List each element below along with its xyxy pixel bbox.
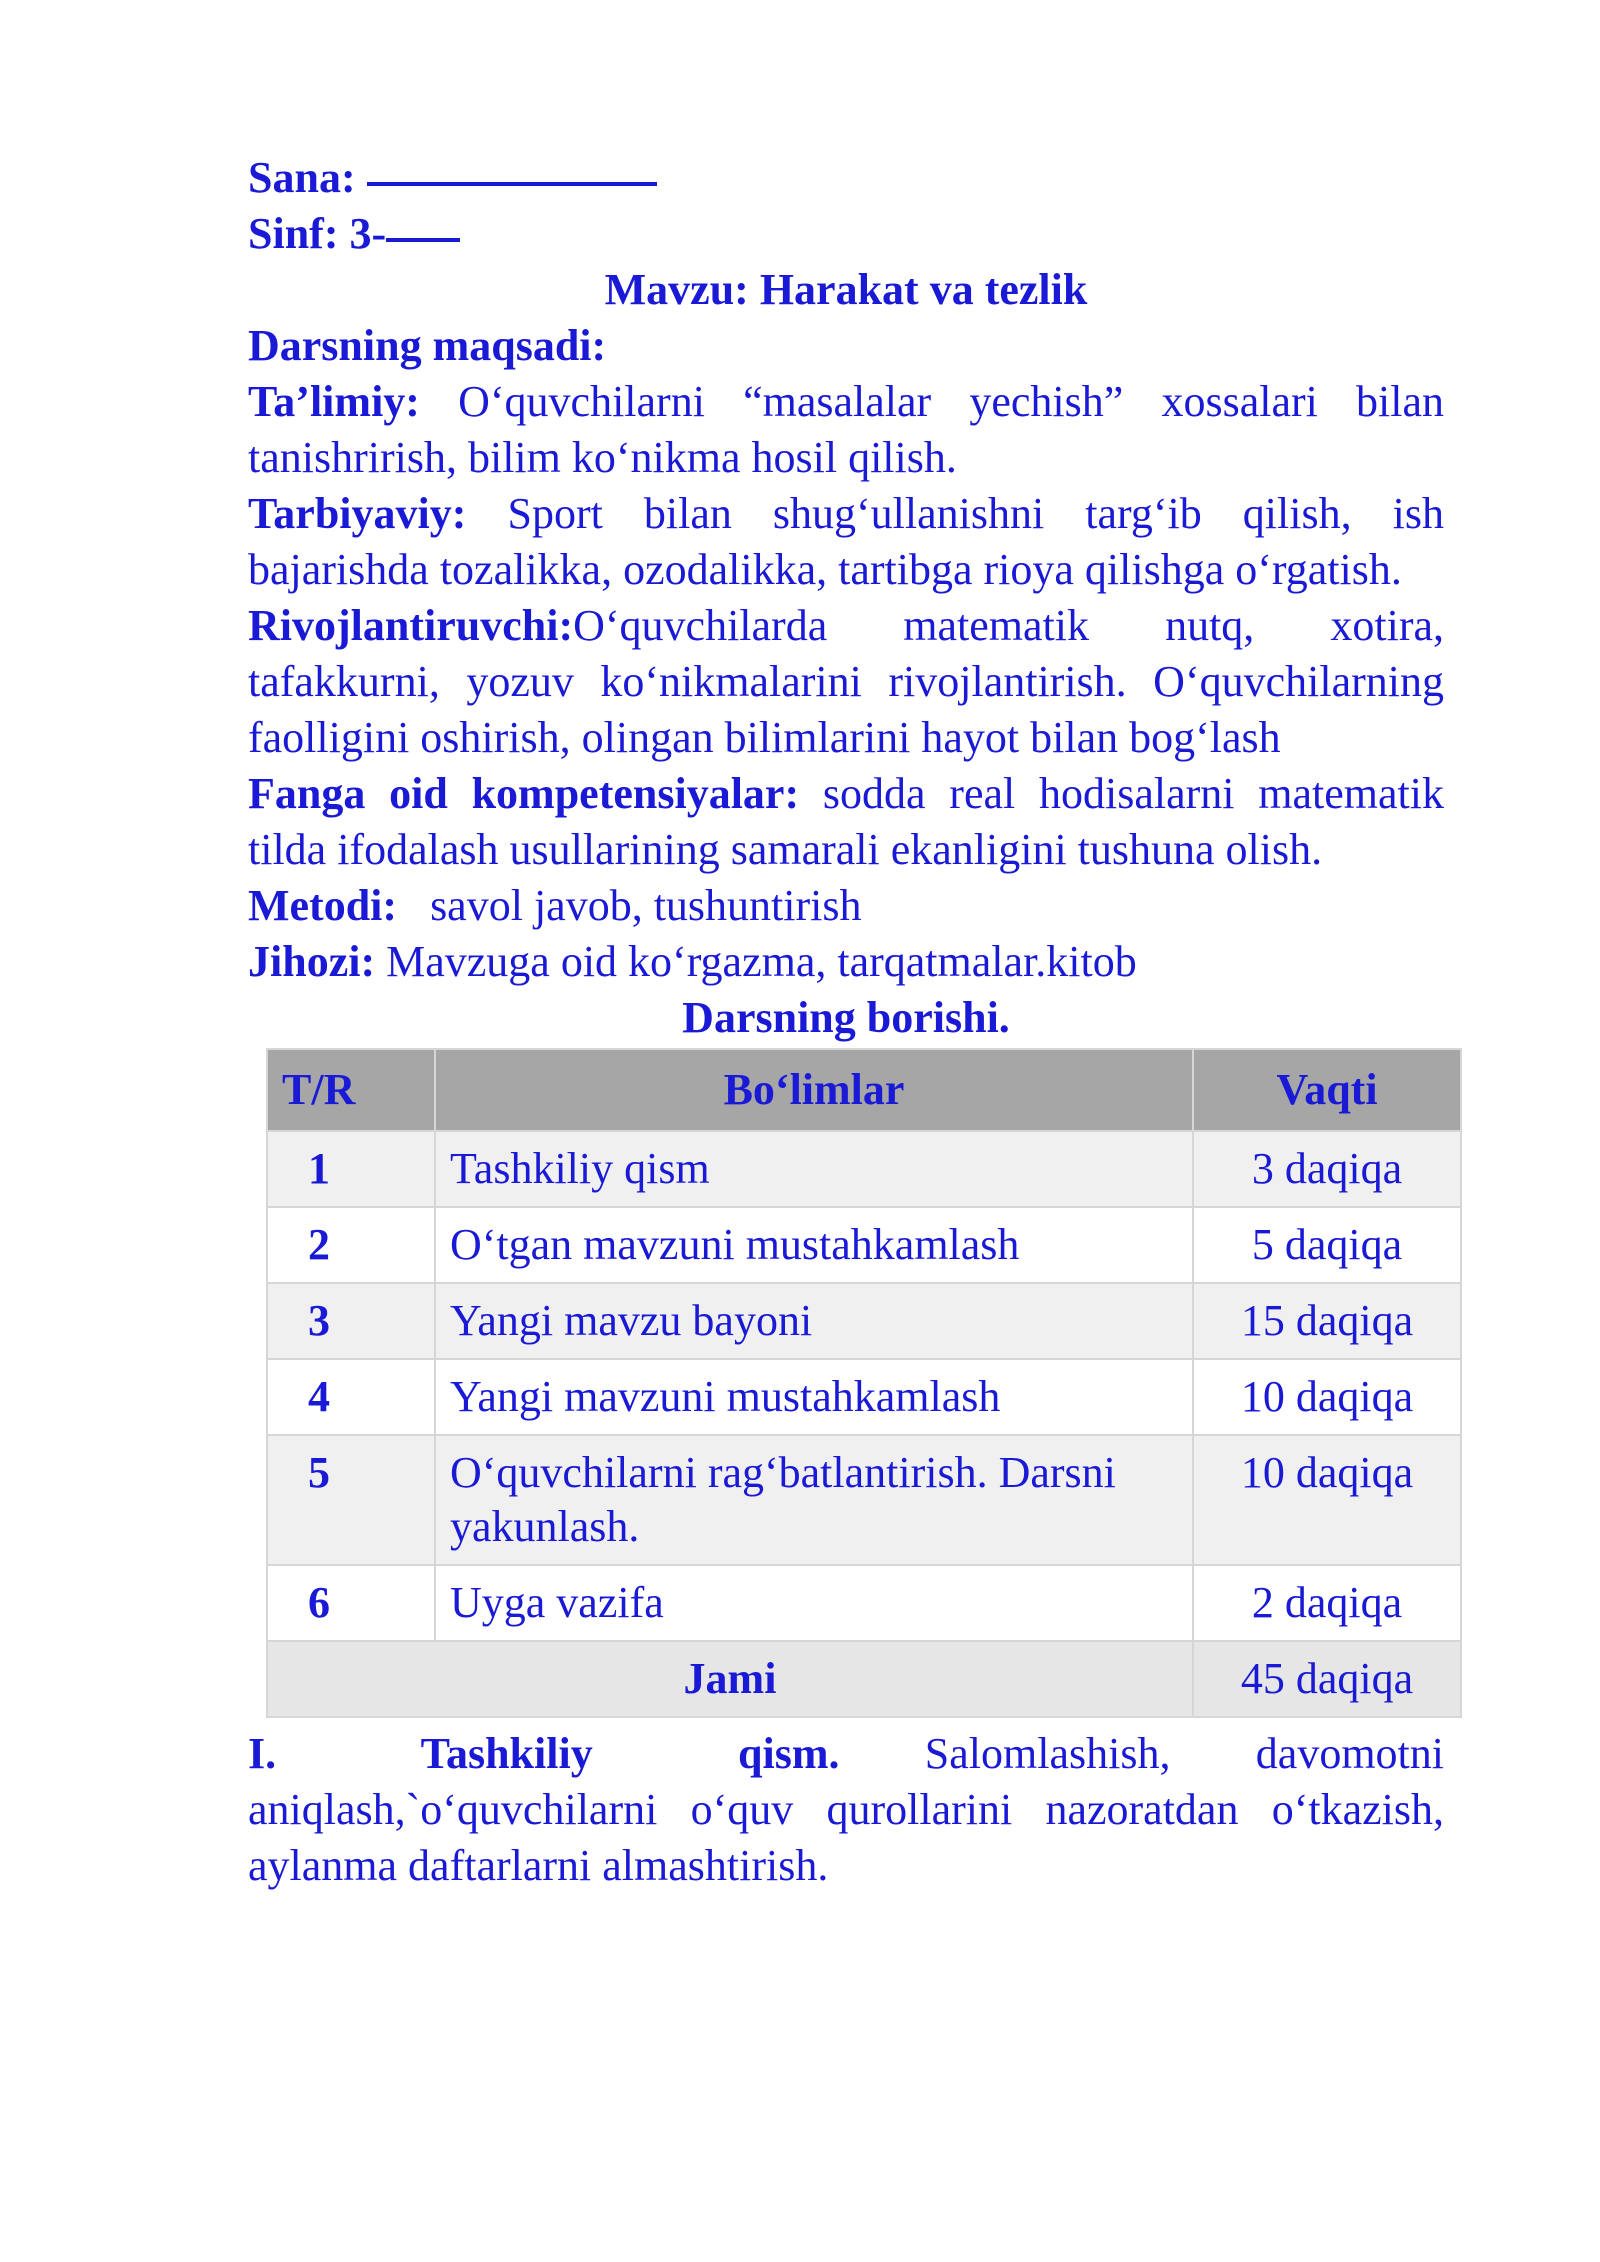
row-time: 10 daqiqa xyxy=(1193,1435,1461,1565)
total-label: Jami xyxy=(267,1641,1193,1717)
talimiy-text: O‘quvchilarni “masalalar yechish” xossalari bilan tanishrirish, bilim ko‘nikma hosil qilish. xyxy=(248,377,1445,482)
section-1-text: Salomlashish, davomotni aniqlash,`o‘quvchilarni o‘quv qurollarini nazoratdan o‘tkazish, aylanma daftarlarni almashtirish. xyxy=(248,1729,1444,1890)
row-number: 3 xyxy=(267,1283,435,1359)
jihozi-label: Jihozi: xyxy=(248,937,376,986)
row-number: 1 xyxy=(267,1131,435,1207)
row-section: O‘tgan mavzuni mustahkamlash xyxy=(435,1207,1193,1283)
date-line xyxy=(248,150,1444,206)
goal-tarbiyaviy xyxy=(248,486,1444,598)
table-row xyxy=(267,1283,1461,1359)
talimiy-label: Ta’limiy: xyxy=(248,377,420,426)
goal-talimiy xyxy=(248,374,1444,486)
tarbiyaviy-text: Sport bilan shug‘ullanishni targ‘ib qilish, ish bajarishda tozalikka, ozodalikka, tartibga rioya qilishga o‘rgatish. xyxy=(248,489,1444,594)
topic-title: Mavzu: Harakat va tezlik xyxy=(604,265,1088,314)
table-row xyxy=(267,1435,1461,1565)
total-time: 45 daqiqa xyxy=(1193,1641,1461,1717)
date-blank xyxy=(367,182,657,186)
date-label: Sana: xyxy=(248,153,356,202)
table-row xyxy=(267,1565,1461,1641)
class-blank xyxy=(386,238,460,242)
column-header-tr: T/R xyxy=(267,1049,435,1131)
row-number: 5 xyxy=(267,1435,435,1565)
lesson-plan-table xyxy=(266,1048,1462,1718)
row-section: Yangi mavzuni mustahkamlash xyxy=(435,1359,1193,1435)
metodi-text: savol javob, tushuntirish xyxy=(430,881,862,930)
section-1-paragraph xyxy=(248,1726,1444,1894)
row-number: 4 xyxy=(267,1359,435,1435)
fanga-label: Fanga oid kompetensiyalar: xyxy=(248,769,800,818)
rivoj-text: O‘quvchilarda matematik nutq, xotira, tafakkurni, yozuv ko‘nikmalarini rivojlantirish. O‘quvchilarning faolligini oshirish, olingan bilimlarini hayot bilan bog‘lash xyxy=(248,601,1444,762)
plan-heading: Darsning borishi. xyxy=(682,993,1010,1042)
class-line xyxy=(248,206,1444,262)
goal-heading: Darsning maqsadi: xyxy=(248,321,607,370)
jihozi-line xyxy=(248,934,1444,990)
row-time: 2 daqiqa xyxy=(1193,1565,1461,1641)
row-time: 5 daqiqa xyxy=(1193,1207,1461,1283)
class-label: Sinf: 3- xyxy=(248,209,387,258)
column-header-time: Vaqti xyxy=(1193,1049,1461,1131)
fanga-text: sodda real hodisalarni matematik tilda ifodalash usullarining samarali ekanligini tushuna olish. xyxy=(248,769,1445,874)
table-total-row xyxy=(267,1641,1461,1717)
row-time: 3 daqiqa xyxy=(1193,1131,1461,1207)
tarbiyaviy-label: Tarbiyaviy: xyxy=(248,489,467,538)
row-number: 6 xyxy=(267,1565,435,1641)
row-section: O‘quvchilarni rag‘batlantirish. Darsni yakunlash. xyxy=(435,1435,1193,1565)
jihozi-text: Mavzuga oid ko‘rgazma, tarqatmalar.kitob xyxy=(386,937,1137,986)
row-time: 10 daqiqa xyxy=(1193,1359,1461,1435)
goal-rivojlantiruvchi xyxy=(248,598,1444,766)
table-row xyxy=(267,1359,1461,1435)
row-section: Tashkiliy qism xyxy=(435,1131,1193,1207)
lesson-plan-page xyxy=(248,150,1444,1894)
row-section: Uyga vazifa xyxy=(435,1565,1193,1641)
row-section: Yangi mavzu bayoni xyxy=(435,1283,1193,1359)
table-row xyxy=(267,1131,1461,1207)
metodi-line xyxy=(248,878,1444,934)
section-1-label: I. Tashkiliy qism. xyxy=(248,1729,840,1778)
row-number: 2 xyxy=(267,1207,435,1283)
rivoj-label: Rivojlantiruvchi: xyxy=(248,601,574,650)
column-header-sections: Bo‘limlar xyxy=(435,1049,1193,1131)
metodi-label: Metodi: xyxy=(248,881,398,930)
table-row xyxy=(267,1207,1461,1283)
goal-fanga-oid xyxy=(248,766,1444,878)
table-header-row xyxy=(267,1049,1461,1131)
row-time: 15 daqiqa xyxy=(1193,1283,1461,1359)
